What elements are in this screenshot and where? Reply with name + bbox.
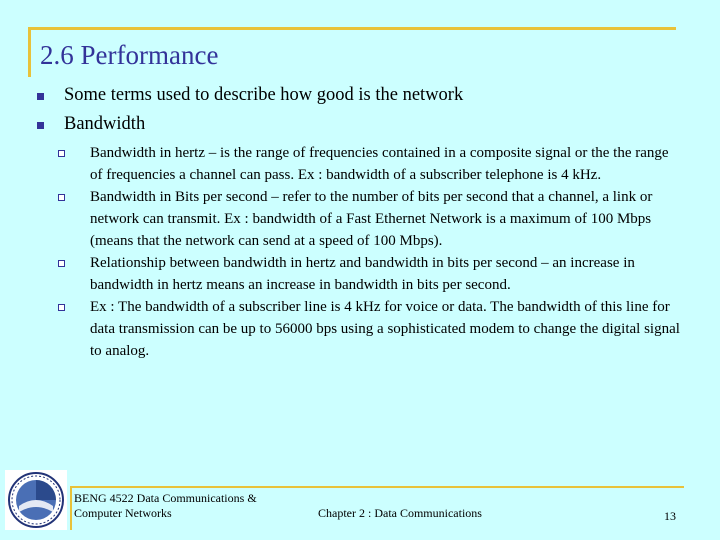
bullet-item: Some terms used to describe how good is the network: [64, 85, 464, 105]
hollow-square-bullet-icon: [58, 260, 65, 267]
sub-bullet-text: Bandwidth in hertz – is the range of frequencies contained in a composite signal or the the range of frequencies a channel can pass. Ex : bandwidth of a subscriber telephone is 4 kHz.: [90, 145, 669, 183]
hollow-square-bullet-icon: [58, 304, 65, 311]
square-bullet-icon: [37, 122, 44, 129]
sub-bullet-list: [90, 142, 680, 362]
hollow-square-bullet-icon: [58, 150, 65, 157]
sub-bullet-item: [90, 142, 680, 186]
hollow-square-bullet-icon: [58, 194, 65, 201]
slide-title: 2.6 Performance: [40, 40, 219, 70]
bullet-item: Bandwidth: [64, 114, 146, 134]
sub-bullet-text: Ex : The bandwidth of a subscriber line is 4 kHz for voice or data. The bandwidth of this line for data transmission can be up to 56000 bps using a sophisticated modem to change the digital signal to analog.: [90, 299, 680, 359]
footer-course-name: BENG 4522 Data Communications & Computer Networks: [74, 491, 257, 520]
sub-bullet-text: Relationship between bandwidth in hertz and bandwidth in bits per second – an increase in bandwidth in hertz means an increase in bandwidth in bits per second.: [90, 255, 635, 293]
footer-chapter: Chapter 2 : Data Communications: [318, 506, 482, 520]
sub-bullet-item: [90, 186, 680, 252]
footer-divider-horizontal: [70, 486, 684, 488]
sub-bullet-item: [90, 296, 680, 362]
sub-bullet-item: [90, 252, 680, 296]
university-logo: [5, 470, 67, 530]
footer-divider-vertical: [70, 486, 72, 530]
sub-bullet-text: Bandwidth in Bits per second – refer to the number of bits per second that a channel, a link or network can transmit. Ex : bandwidth of a Fast Ethernet Network is a maximum of 100 Mbps (means that the network can send at a speed of 100 Mbps).: [90, 189, 653, 249]
square-bullet-icon: [37, 93, 44, 100]
title-frame-top-line: [28, 27, 676, 30]
title-frame-left-line: [28, 27, 31, 77]
page-number: 13: [664, 509, 676, 523]
